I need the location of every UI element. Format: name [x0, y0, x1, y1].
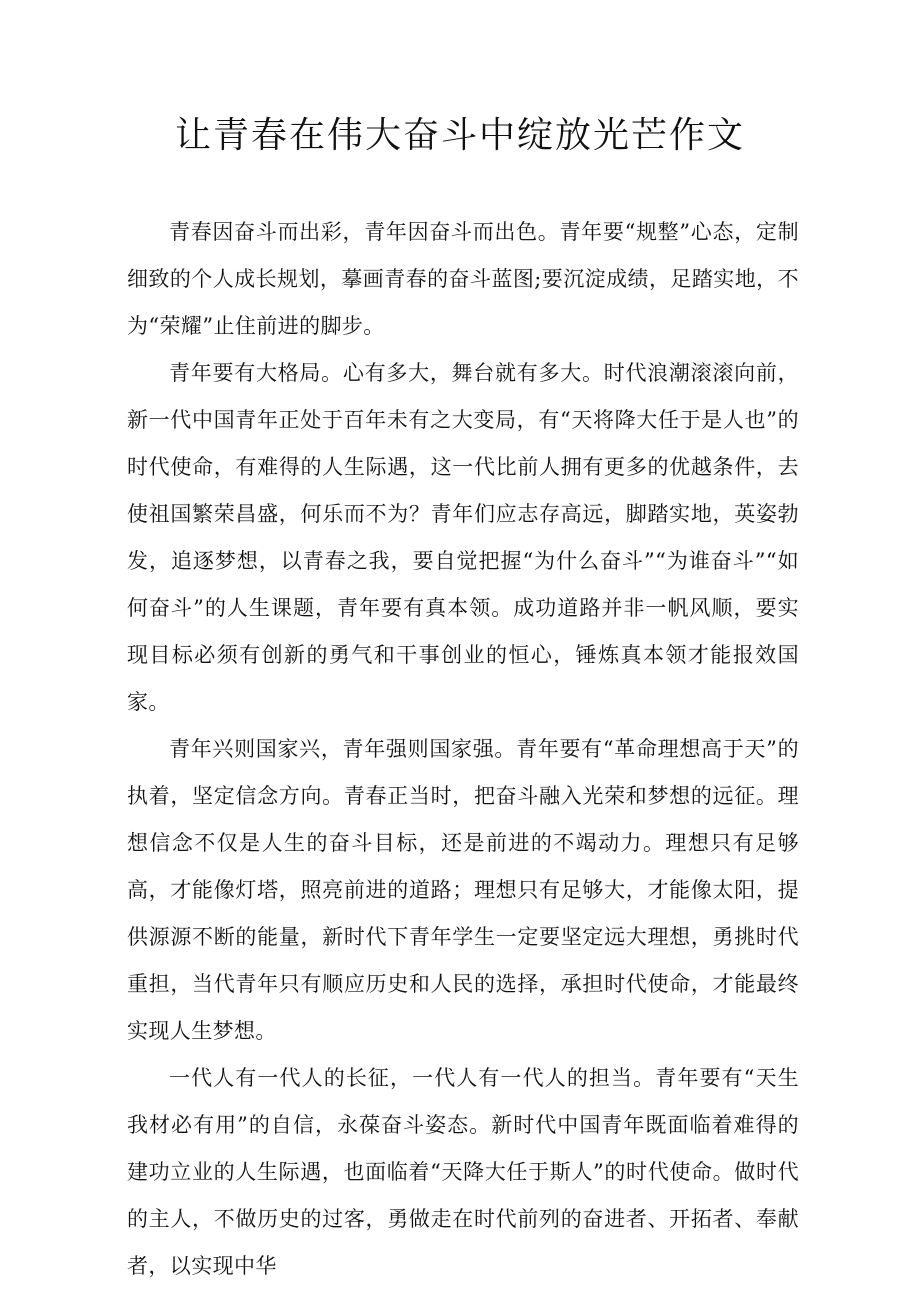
paragraph-3: 青年兴则国家兴，青年强则国家强。青年要有“革命理想高于天”的执着，坚定信念方向。青春正当时，把奋斗融入光荣和梦想的远征。理想信念不仅是人生的奋斗目标，还是前进的不竭动力。理想只有足够高，才能像灯塔，照亮前进的道路；理想只有足够大，才能像太阳，提供源源不断的能量，新时代下青年学生一定要坚定远大理想，勇挑时代重担，当代青年只有顺应历史和人民的选择，承担时代使命，才能最终实现人生梦想。: [127, 737, 799, 1043]
paragraph-4: 一代人有一代人的长征，一代人有一代人的担当。青年要有“天生我材必有用”的自信，永葆奋斗姿态。新时代中国青年既面临着难得的建功立业的人生际遇，也面临着“天降大任于斯人”的时代使命。做时代的主人，不做历史的过客，勇做走在时代前列的奋进者、开拓者、奉献者，以实现中华: [127, 1066, 799, 1278]
document-body: [127, 209, 799, 1290]
paragraph-2: 青年要有大格局。心有多大，舞台就有多大。时代浪潮滚滚向前，新一代中国青年正处于百年未有之大变局，有“天将降大任于是人也”的时代使命，有难得的人生际遇，这一代比前人拥有更多的优越条件，去使祖国繁荣昌盛，何乐而不为？青年们应志存高远，脚踏实地，英姿勃发，追逐梦想，以青春之我，要自觉把握“为什么奋斗”“为谁奋斗”“如何奋斗”的人生课题，青年要有真本领。成功道路并非一帆风顺，要实现目标必须有创新的勇气和干事创业的恒心，锤炼真本领才能报效国家。: [127, 361, 799, 714]
document-title: 让青春在伟大奋斗中绽放光芒作文: [174, 115, 745, 156]
paragraph-1: 青春因奋斗而出彩，青年因奋斗而出色。青年要“规整”心态，定制细致的个人成长规划，摹画青春的奋斗蓝图;要沉淀成绩，足踏实地，不为“荣耀”止住前进的脚步。: [127, 220, 799, 338]
